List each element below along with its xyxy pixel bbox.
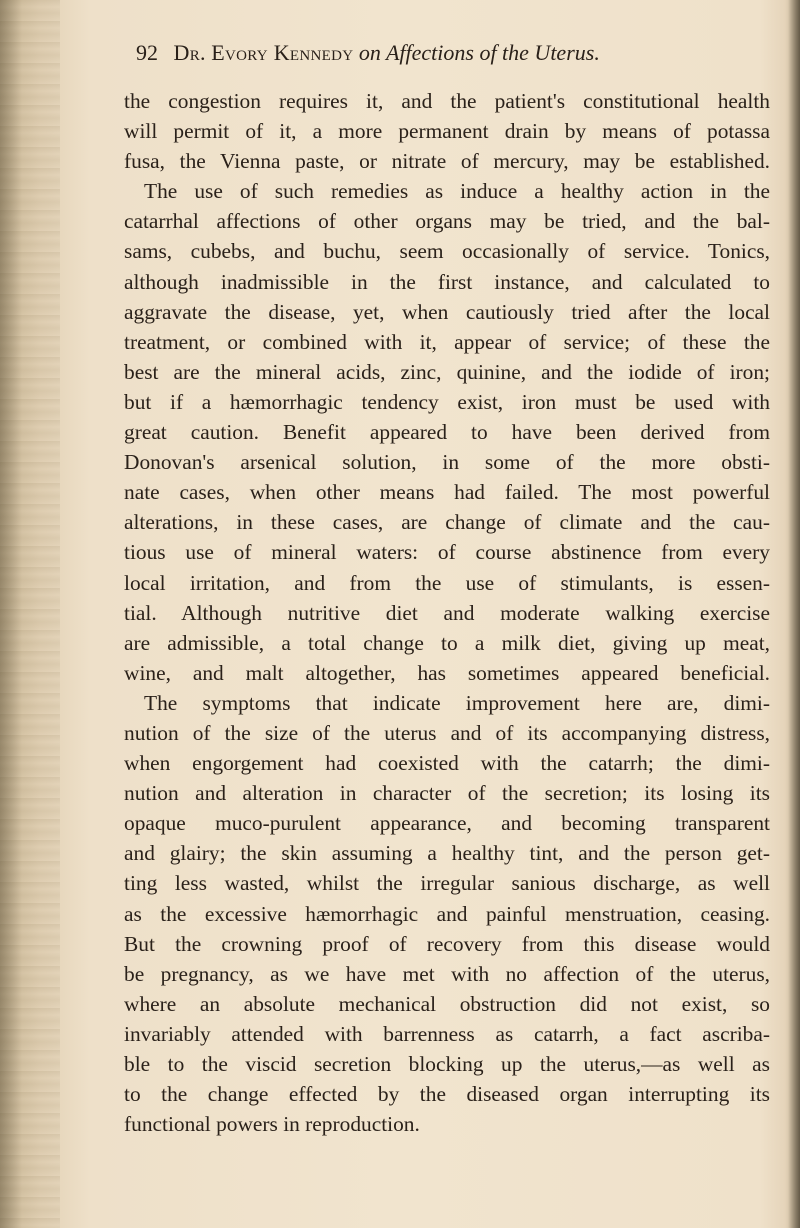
text-line: best are the mineral acids, zinc, quinine, and the iodide of iron; (124, 359, 770, 384)
text-line: ting less wasted, whilst the irregular sanious discharge, as well (124, 871, 770, 896)
text-line: nate cases, when other means had failed. The most powerful (124, 480, 770, 505)
text-line: opaque muco-purulent appearance, and becoming transparent (124, 811, 770, 836)
text-line: wine, and malt altogether, has sometimes appeared beneficial. (124, 660, 770, 685)
text-line: nution of the size of the uterus and of its accompanying distress, (124, 720, 770, 745)
text-line: The symptoms that indicate improvement here are, dimi- (144, 690, 770, 715)
text-line: although inadmissible in the first instance, and calculated to (124, 269, 770, 294)
text-line: to the change effected by the diseased organ interrupting its (124, 1082, 770, 1107)
text-line: alterations, in these cases, are change of climate and the cau- (124, 510, 770, 535)
text-line: be pregnancy, as we have met with no affection of the uterus, (124, 961, 770, 986)
text-line: great caution. Benefit appeared to have been derived from (124, 420, 770, 445)
page-number: 92 (136, 40, 158, 65)
body-text (124, 86, 770, 1139)
text-line: where an absolute mechanical obstruction did not exist, so (124, 991, 770, 1016)
header-title: on Affections of the Uterus. (358, 40, 600, 65)
text-line: But the crowning proof of recovery from this disease would (124, 931, 770, 956)
text-line: functional powers in reproduction. (124, 1112, 420, 1137)
text-line: sams, cubebs, and buchu, seem occasionally of service. Tonics, (124, 239, 770, 264)
text-line: The use of such remedies as induce a healthy action in the (144, 179, 770, 204)
header-author-prefix: Dr. (173, 40, 206, 65)
text-line: tious use of mineral waters: of course abstinence from every (124, 540, 770, 565)
text-line: but if a hæmorrhagic tendency exist, iron must be used with (124, 389, 770, 414)
text-line: ble to the viscid secretion blocking up the uterus,—as well as (124, 1052, 770, 1076)
binding-shadow (0, 0, 22, 1228)
text-line: as the excessive hæmorrhagic and painful menstruation, ceasing. (124, 901, 770, 926)
text-line: catarrhal affections of other organs may be tried, and the bal- (124, 209, 770, 234)
text-line: are admissible, a total change to a milk diet, giving up meat, (124, 630, 770, 655)
page-edge-shadow (788, 0, 800, 1228)
text-line: aggravate the disease, yet, when cautiously tried after the local (124, 299, 770, 324)
text-line: treatment, or combined with it, appear of service; of these the (124, 329, 770, 354)
text-line: will permit of it, a more permanent drain by means of potassa (124, 119, 770, 144)
text-line: and glairy; the skin assuming a healthy tint, and the person get- (124, 841, 770, 866)
running-header (136, 40, 776, 74)
text-line: tial. Although nutritive diet and moderate walking exercise (124, 600, 770, 625)
text-line: Donovan's arsenical solution, in some of the more obsti- (124, 450, 770, 475)
text-line: when engorgement had coexisted with the catarrh; the dimi- (124, 751, 770, 776)
text-line: the congestion requires it, and the patient's constitutional health (124, 89, 770, 113)
text-line: nution and alteration in character of the secretion; its losing its (124, 781, 770, 806)
text-line: invariably attended with barrenness as catarrh, a fact ascriba- (124, 1021, 770, 1046)
header-author-name: Evory Kennedy (211, 40, 354, 65)
text-line: fusa, the Vienna paste, or nitrate of mercury, may be established. (124, 149, 770, 174)
text-line: local irritation, and from the use of stimulants, is essen- (124, 570, 770, 595)
